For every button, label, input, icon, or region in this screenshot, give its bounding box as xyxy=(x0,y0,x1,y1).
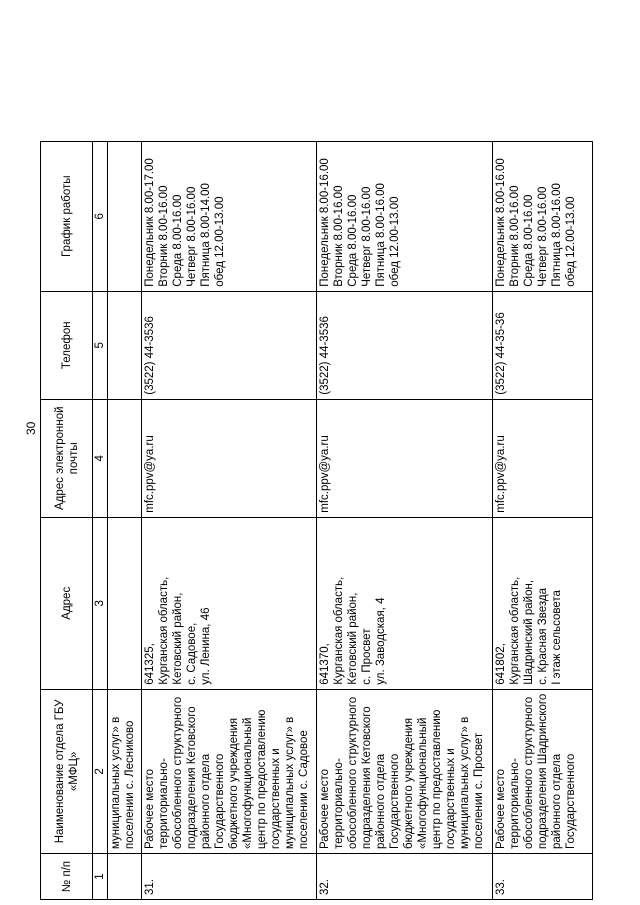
header-phone: Телефон xyxy=(41,291,93,399)
row-name: Рабочее место территориально- обособленного структурного подразделения Шадринского районного отдела Государственного xyxy=(493,689,593,853)
row-email: mfc.ppv@ya.ru xyxy=(317,399,493,517)
header-address: Адрес xyxy=(41,517,93,689)
header-schedule: График работы xyxy=(41,141,93,291)
table-row xyxy=(142,141,317,899)
table-row-continued xyxy=(108,141,142,899)
row-name: Рабочее место территориально- обособленного структурного подразделения Кетовского районного отдела Государственного бюджетного учреждения «Многофункциональный центр по предоставлению государственных и муниципальных услуг» в поселении с. Садовое xyxy=(142,689,317,853)
column-number: 2 xyxy=(93,689,108,853)
header-name: Наименование отдела ГБУ «МФЦ» xyxy=(41,689,93,853)
row-number: 31. xyxy=(142,854,317,900)
row-address: 641802, Курганская область, Шадринский район, с. Красная Звезда I этаж сельсовета xyxy=(493,517,593,689)
row-email: mfc.ppv@ya.ru xyxy=(142,399,317,517)
column-number: 1 xyxy=(93,854,108,900)
row-email: mfc.ppv@ya.ru xyxy=(493,399,593,517)
table-row xyxy=(493,141,593,899)
header-email: Адрес электронной почты xyxy=(41,399,93,517)
column-number: 5 xyxy=(93,291,108,399)
column-number: 6 xyxy=(93,141,108,291)
row-number: 33. xyxy=(493,854,593,900)
row-schedule: Понедельник 8.00-16.00 Вторник 8.00-16.00 Среда 8.00-16.00 Четверг 8.00-16.00 Пятница 8.00-16.00 обед 12.00-13.00 xyxy=(317,141,493,291)
table-row xyxy=(317,141,493,899)
row-phone: (3522) 44-3536 xyxy=(142,291,317,399)
row-name-line: поселении с. Лесниково xyxy=(124,720,136,849)
header-row xyxy=(41,141,93,899)
offices-table xyxy=(40,141,593,900)
row-name-line: муниципальных услуг» в xyxy=(110,716,122,849)
row-schedule: Понедельник 8.00-17.00 Вторник 8.00-16.00 Среда 8.00-16.00 Четверг 8.00-16.00 Пятница 8.00-14.00 обед 12.00-13.00 xyxy=(142,141,317,291)
page-number: 30 xyxy=(24,421,38,435)
row-phone: (3522) 44-3536 xyxy=(317,291,493,399)
header-num: № п/п xyxy=(41,854,93,900)
column-number: 3 xyxy=(93,517,108,689)
row-schedule: Понедельник 8.00-16.00 Вторник 8.00-16.00 Среда 8.00-16.00 Четверг 8.00-16.00 Пятница 8.00-16.00 обед 12.00-13.00 xyxy=(493,141,593,291)
row-phone: (3522) 44-35-36 xyxy=(493,291,593,399)
row-address: 641370, Курганская область, Кетовский район, с. Просвет ул. Заводская, 4 xyxy=(317,517,493,689)
row-number: 32. xyxy=(317,854,493,900)
row-name: Рабочее место территориально- обособленного структурного подразделения Кетовского районного отдела Государственного бюджетного учреждения «Многофункциональный центр по предоставлению государственных и муниципальных услуг» в поселении с. Просвет xyxy=(317,689,493,853)
row-address: 641325, Курганская область, Кетовский район, с. Садовое, ул. Ленина, 46 xyxy=(142,517,317,689)
column-number-row xyxy=(93,141,108,899)
column-number: 4 xyxy=(93,399,108,517)
